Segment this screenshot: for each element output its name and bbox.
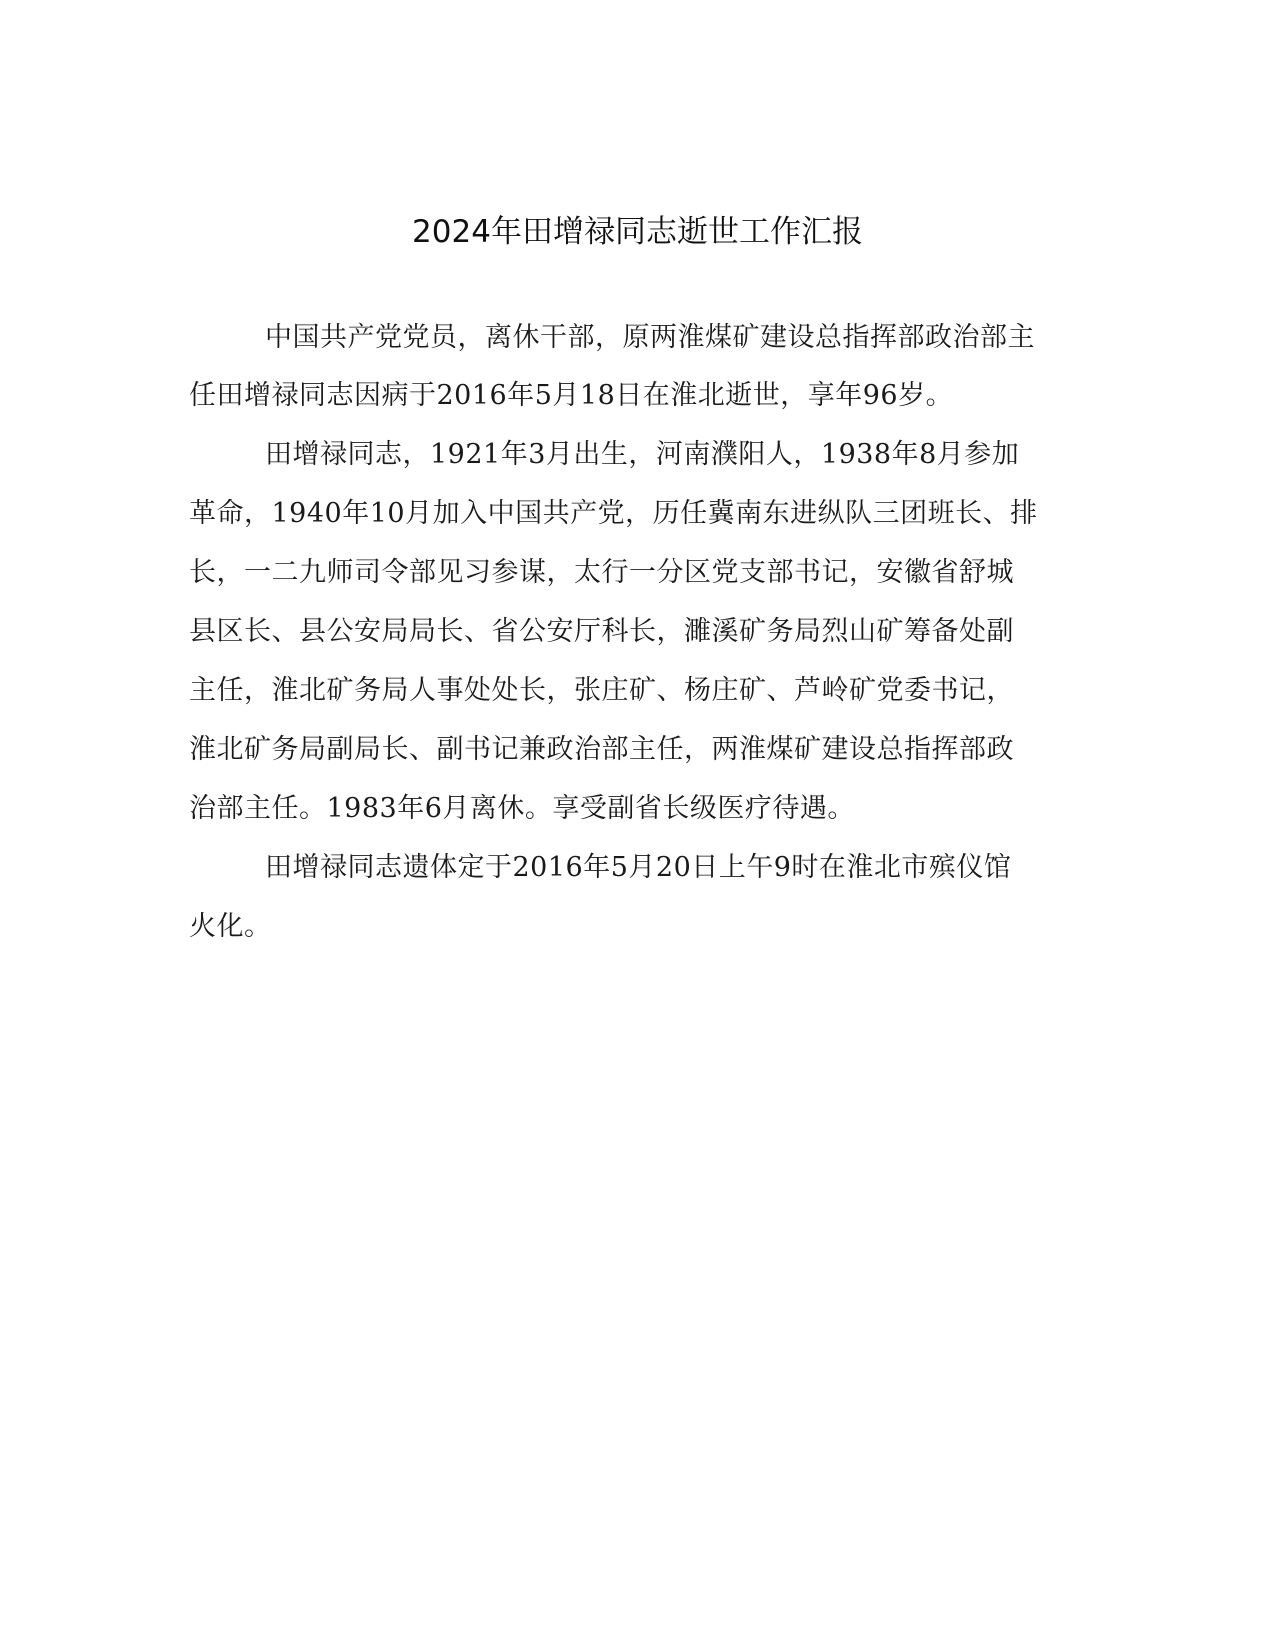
paragraph-1-line-2: 任田增禄同志因病于2016年5月18日在淮北逝世，享年96岁。 (189, 380, 954, 411)
paragraph-2-line-3: 长，一二九师司令部见习参谋，太行一分区党支部书记，安徽省舒城 (189, 557, 1014, 588)
paragraph-2-line-7: 治部主任。1983年6月离休。享受副省长级医疗待遇。 (189, 793, 855, 824)
paragraph-2-line-2: 革命，1940年10月加入中国共产党，历任冀南东进纵队三团班长、排 (189, 498, 1038, 529)
paragraph-3-line-1: 田增禄同志遗体定于2016年5月20日上午9时在淮北市殡仪馆 (265, 852, 1012, 883)
paragraph-2-line-1: 田增禄同志，1921年3月出生，河南濮阳人，1938年8月参加 (265, 439, 1020, 470)
paragraph-2-line-4: 县区长、县公安局局长、省公安厅科长，濉溪矿务局烈山矿筹备处副 (189, 616, 1014, 647)
paragraph-3-line-2: 火化。 (189, 911, 272, 942)
document-title: 2024年田增禄同志逝世工作汇报 (412, 214, 863, 250)
paragraph-2-line-6: 淮北矿务局副局长、副书记兼政治部主任，两淮煤矿建设总指挥部政 (189, 734, 1014, 765)
paragraph-1-line-1: 中国共产党党员，离休干部，原两淮煤矿建设总指挥部政治部主 (265, 322, 1035, 353)
paragraph-2-line-5: 主任，淮北矿务局人事处处长，张庄矿、杨庄矿、芦岭矿党委书记， (189, 675, 1014, 706)
